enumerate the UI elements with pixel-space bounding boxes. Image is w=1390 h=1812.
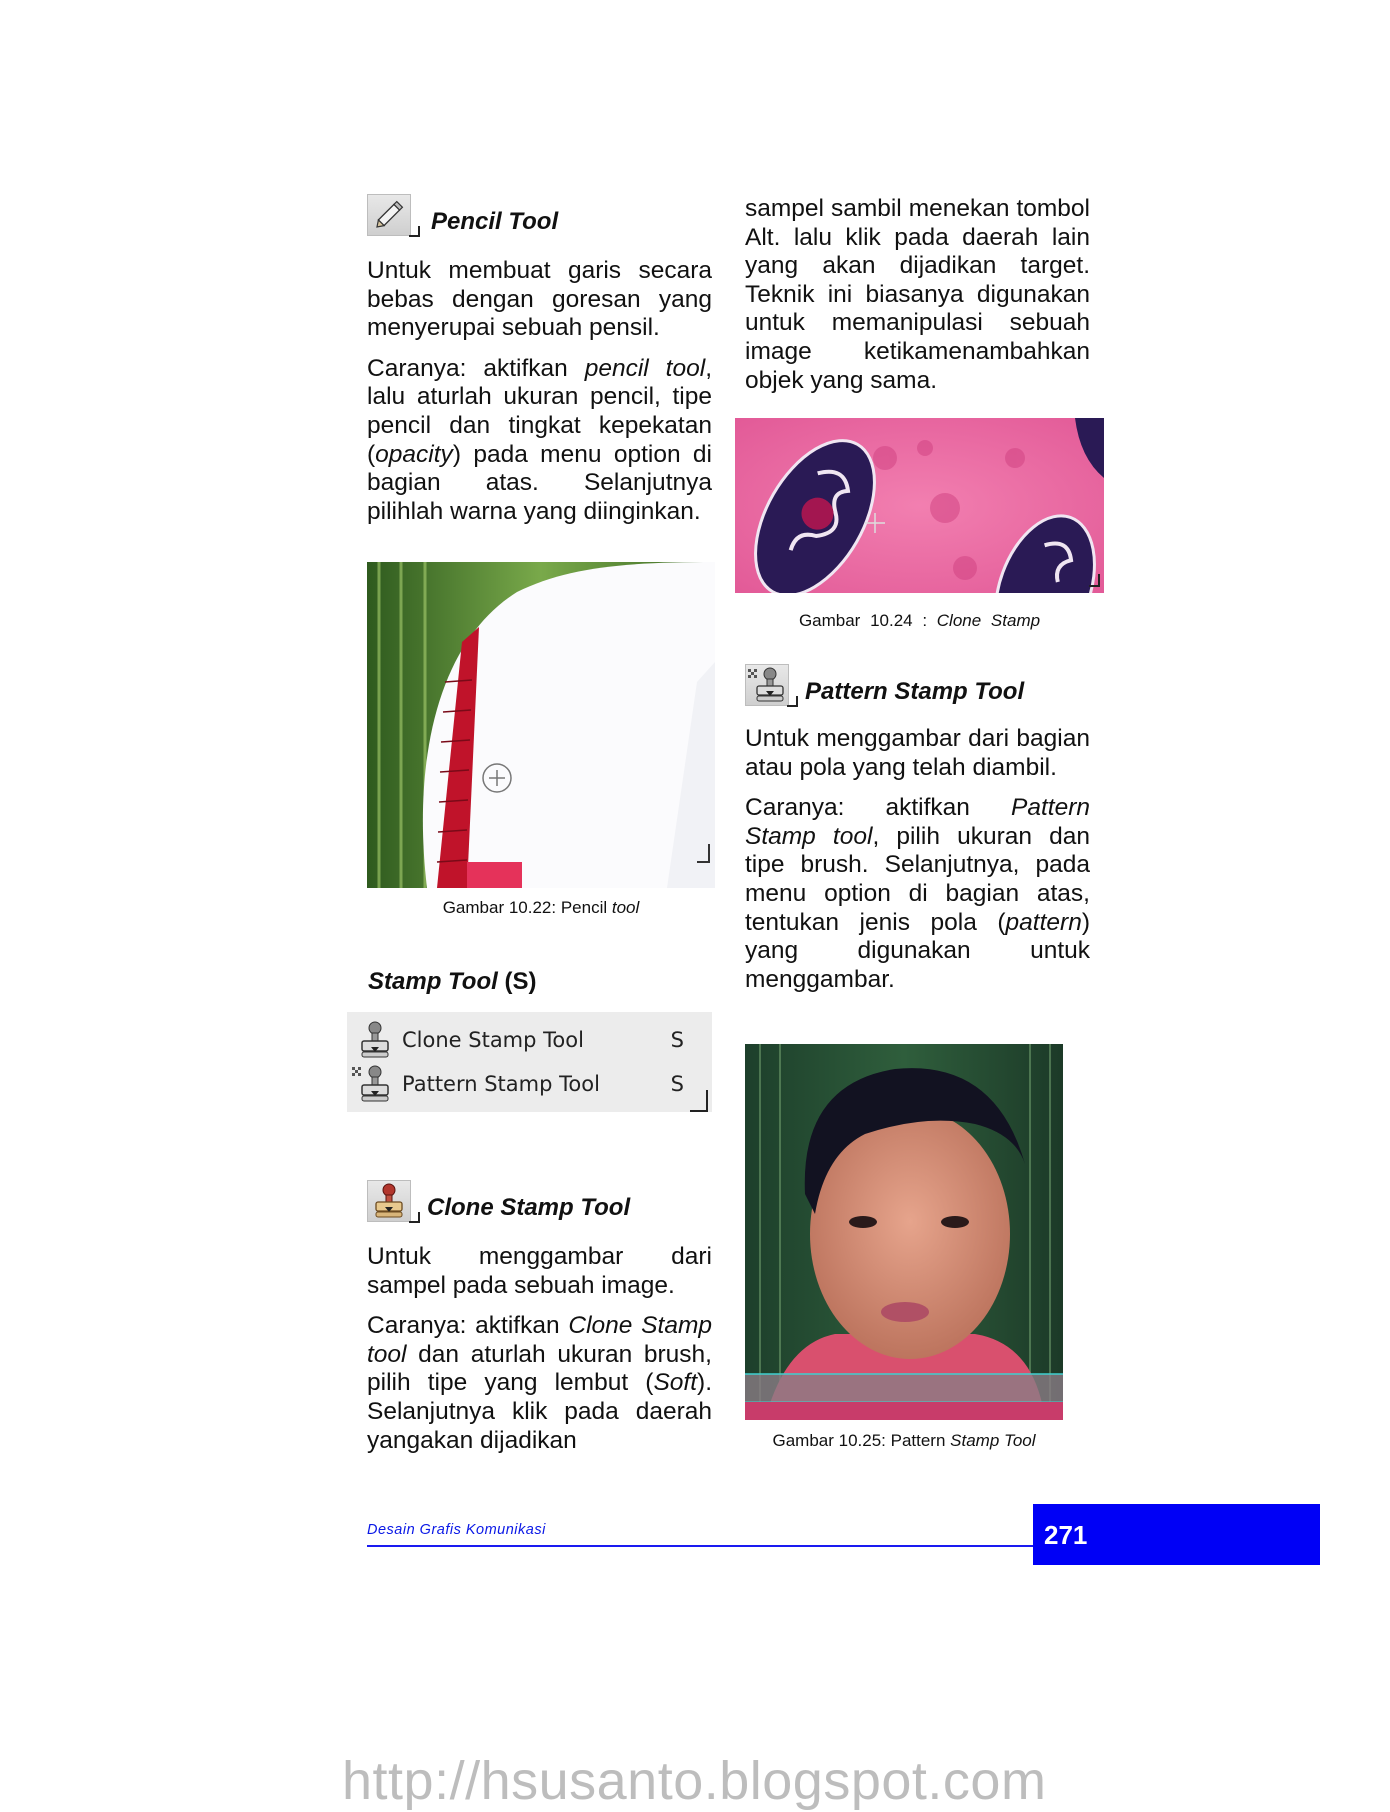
clone-description: Untuk menggambar dari sampel pada sebuah image. bbox=[367, 1243, 712, 1299]
clone-stamp-figure bbox=[735, 418, 1104, 593]
clone-stamp-icon bbox=[355, 1020, 395, 1060]
page-number-box bbox=[1033, 1504, 1320, 1565]
clone-stamp-heading bbox=[367, 1180, 630, 1222]
stamp-tool-flyout-menu bbox=[347, 1012, 712, 1112]
book-title: Desain Grafis Komunikasi bbox=[367, 1522, 546, 1538]
pattern-stamp-icon bbox=[351, 1064, 395, 1104]
clone-stamp-icon bbox=[367, 1180, 411, 1222]
pencil-tool-body bbox=[367, 257, 712, 538]
pattern-stamp-figure bbox=[745, 1044, 1063, 1420]
pattern-stamp-heading bbox=[745, 664, 1024, 706]
pencil-tool-title: Pencil Tool bbox=[431, 208, 559, 235]
page-number: 271 bbox=[1044, 1520, 1088, 1550]
clone-stamp-title: Clone Stamp Tool bbox=[427, 1194, 631, 1221]
pencil-figure-caption: Gambar 10.22: Pencil tool bbox=[442, 898, 640, 917]
pattern-stamp-title: Pattern Stamp Tool bbox=[805, 678, 1025, 705]
pencil-instructions: Caranya: aktifkan pencil tool, lalu aturlah ukuran pencil, tipe pencil dan tingkat kepekatan (opacity) pada menu option di bagian atas. Selanjutnya pilihlah warna yang diinginkan. bbox=[367, 354, 712, 525]
flyout-corner-mark bbox=[690, 1090, 708, 1112]
pencil-description: Untuk membuat garis secara bebas dengan goresan yang menyerupai sebuah pensil. bbox=[367, 257, 712, 342]
stamp-tool-heading: Stamp Tool (S) bbox=[368, 968, 537, 995]
pencil-tool-heading bbox=[367, 194, 558, 236]
pattern-stamp-body bbox=[745, 725, 1090, 1006]
pencil-icon bbox=[367, 194, 411, 236]
menu-item-clone-stamp[interactable]: Clone Stamp Tool S bbox=[347, 1018, 712, 1062]
clone-stamp-body bbox=[367, 1243, 712, 1467]
clone-figure-caption: Gambar 10.24 : Clone Stamp bbox=[798, 611, 1041, 630]
pencil-tool-figure bbox=[367, 562, 715, 888]
pattern-instructions: Caranya: aktifkan Pattern Stamp tool, pilih ukuran dan tipe brush. Selanjutnya, pada menu option di bagian atas, tentukan jenis pola (pattern) yang digunakan untuk menggambar. bbox=[745, 794, 1090, 993]
clone-instructions: Caranya: aktifkan Clone Stamp tool dan aturlah ukuran brush, pilih tipe yang lembut (Soft). Selanjutnya klik pada daerah yangakan dijadikan bbox=[367, 1312, 712, 1454]
watermark-url: http://hsusanto.blogspot.com bbox=[342, 1751, 1047, 1811]
pattern-figure-caption: Gambar 10.25: Pattern Stamp Tool bbox=[772, 1431, 1036, 1450]
menu-item-pattern-stamp[interactable]: Pattern Stamp Tool S bbox=[347, 1062, 712, 1106]
pattern-stamp-icon bbox=[745, 664, 789, 706]
clone-stamp-continued-text: sampel sambil menekan tombol Alt. lalu klik pada daerah lain yang akan dijadikan target. Teknik ini biasanya digunakan untuk memanipulasi sebuah image ketikamenambahkan objek yang sama. bbox=[745, 195, 1090, 394]
pattern-description: Untuk menggambar dari bagian atau pola yang telah diambil. bbox=[745, 725, 1090, 781]
footer-rule bbox=[367, 1545, 1034, 1547]
